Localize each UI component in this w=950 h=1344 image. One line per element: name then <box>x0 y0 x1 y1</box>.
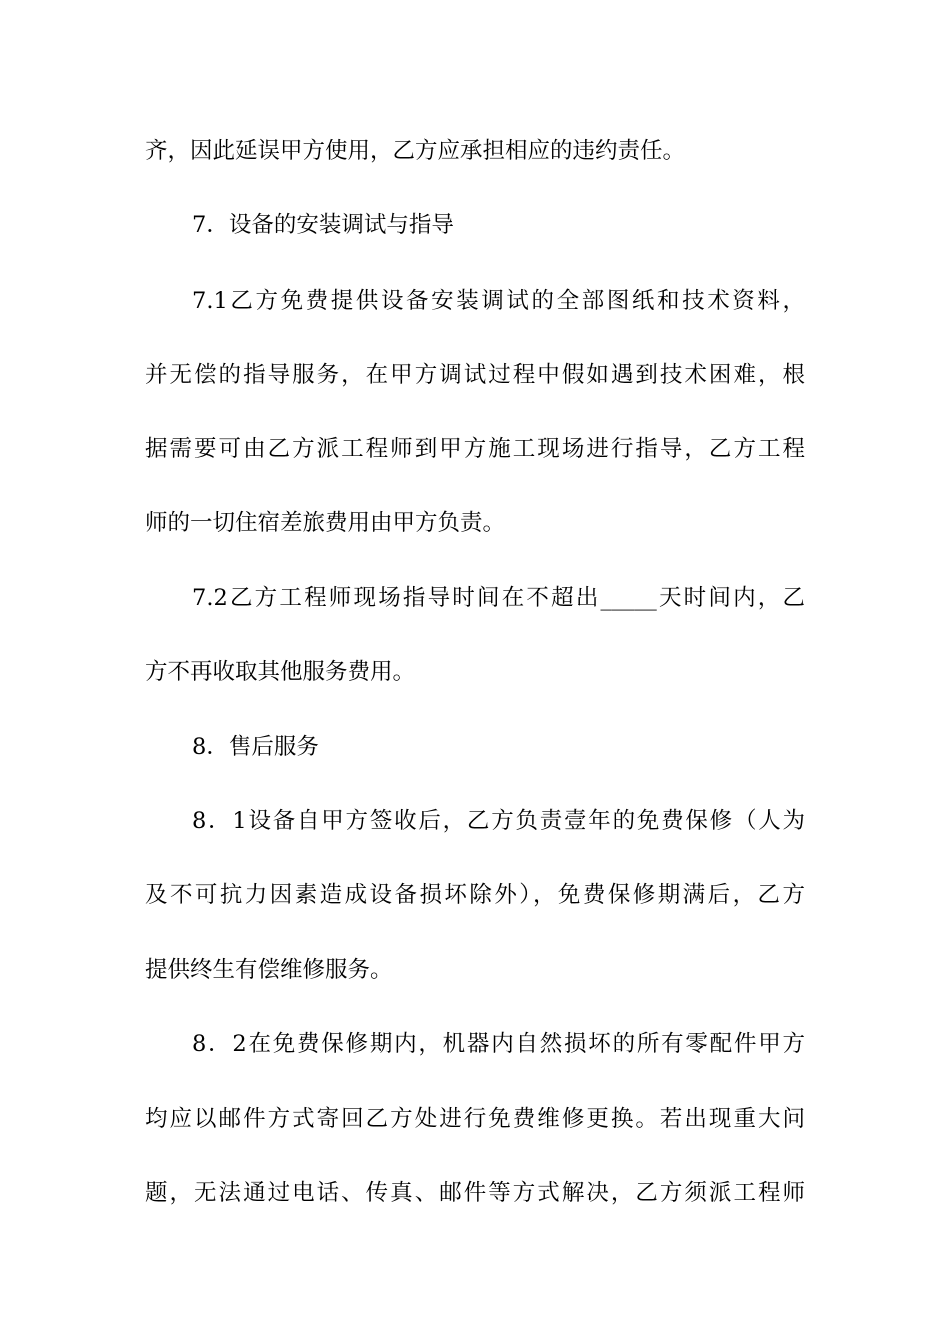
text-line: 齐，因此延误甲方使用，乙方应承担相应的违约责任。 <box>145 138 686 164</box>
text-line: 并无偿的指导服务，在甲方调试过程中假如遇到技术困难，根 <box>145 362 805 388</box>
text-line: 均应以邮件方式寄回乙方处进行免费维修更换。若出现重大问 <box>145 1106 805 1132</box>
text-line: 8．1设备自甲方签收后，乙方负责壹年的免费保修（人为 <box>192 808 805 834</box>
text-line: 据需要可由乙方派工程师到甲方施工现场进行指导，乙方工程 <box>145 436 805 462</box>
section-heading: 7．设备的安装调试与指导 <box>192 212 454 238</box>
text-line: 7.2乙方工程师现场指导时间在不超出_____天时间内，乙 <box>192 585 805 611</box>
text-line: 7.1乙方免费提供设备安装调试的全部图纸和技术资料， <box>192 288 805 314</box>
text-line: 8．2在免费保修期内，机器内自然损坏的所有零配件甲方 <box>192 1031 805 1057</box>
text-line: 题，无法通过电话、传真、邮件等方式解决，乙方须派工程师 <box>145 1180 805 1206</box>
text-line: 提供终生有偿维修服务。 <box>145 957 393 983</box>
section-heading: 8．售后服务 <box>192 734 319 760</box>
text-line: 师的一切住宿差旅费用由甲方负责。 <box>145 510 506 536</box>
text-line: 及不可抗力因素造成设备损坏除外），免费保修期满后，乙方 <box>145 882 805 908</box>
text-line: 方不再收取其他服务费用。 <box>145 659 416 685</box>
